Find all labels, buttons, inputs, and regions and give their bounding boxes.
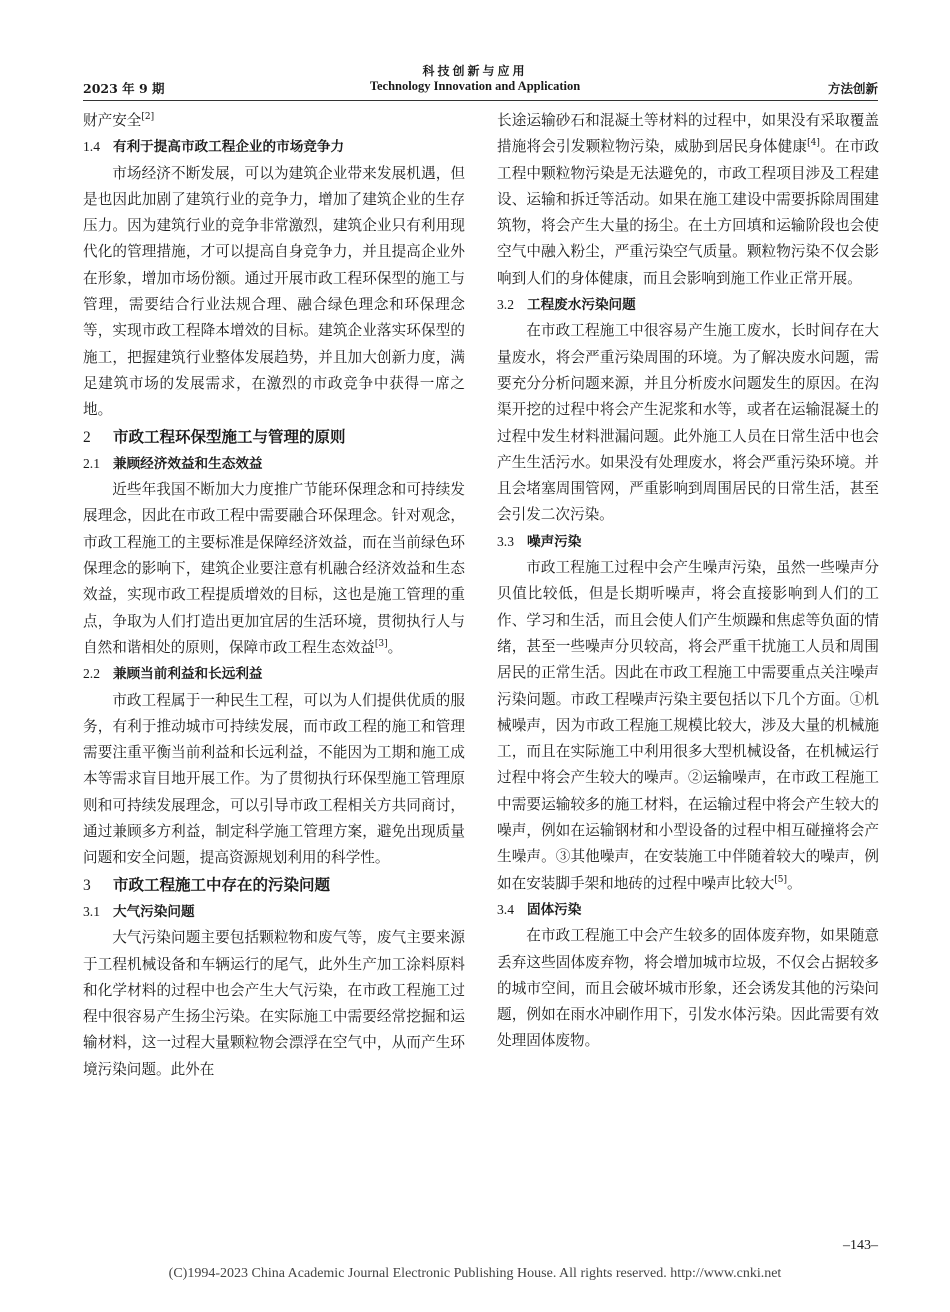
paragraph: 财产安全[2] xyxy=(83,112,155,129)
section-heading-3-2: 3.2 工程废水污染问题 xyxy=(497,297,636,314)
section-heading-2-2: 2.2 兼顾当前利益和长远利益 xyxy=(83,666,263,683)
paragraph: 大气污染问题主要包括颗粒物和废气等，废气主要来源于工程机械设备和车辆运行的尾气，此外生产加工涂料原料和化学材料的过程中也会产生大气污染，在市政工程施工过程中很容易产生扬尘污染。在实际施工中需要经常挖掘和运输材料，这一过程大量颗粒物会漂浮在空气中，从而产生环境污染问题。此外在 xyxy=(83,929,465,1078)
copyright-footer: (C)1994-2023 China Academic Journal Electronic Publishing House. All rights reserved. http://www.cnki.net xyxy=(168,1266,782,1281)
section-heading-1-4: 1.4 有利于提高市政工程企业的市场竞争力 xyxy=(83,139,345,156)
paragraph: 在市政工程施工中很容易产生施工废水，长时间存在大量废水，将会严重污染周围的环境。为了解决废水问题，需要充分分析问题来源，并且分析废水问题发生的原因。在沟渠开挖的过程中将会产生泥浆和水等，或者在运输混凝土的过程中发生材料泄漏问题。此外施工人员在日常生活中也会产生生活污水。如果没有处理废水，将会严重污染环境。并且会堵塞周围管网，严重影响到周围居民的日常生活，甚至会引发二次污染。 xyxy=(497,322,879,524)
section-heading-3-3: 3.3 噪声污染 xyxy=(497,533,582,550)
section-heading-3-1: 3.1 大气污染问题 xyxy=(83,903,195,920)
journal-english-title: Technology Innovation and Application xyxy=(369,79,581,93)
citation[interactable]: [3] xyxy=(374,639,388,650)
section-heading-3: 3 市政工程施工中存在的污染问题 xyxy=(83,875,331,894)
citation[interactable]: [5] xyxy=(774,874,788,885)
page-number: –143– xyxy=(843,1238,878,1253)
left-column xyxy=(83,108,465,1083)
section-heading-2-1: 2.1 兼顾经济效益和生态效益 xyxy=(83,455,263,472)
paragraph: 近些年我国不断加大力度推广节能环保理念和可持续发展理念，因此在市政工程中需要融合环保理念。针对观念，市政工程施工的主要标准是保障经济效益，而在当前绿色环保理念的影响下，建筑企业要注意有机融合经济效益和生态效益，实现市政工程提质增效的目标，这也是施工管理的重点，争取为人们打造出更加宜居的生活环境，贯彻执行人与自然和谐相处的原则，保障市政工程生态效益[3]。 xyxy=(83,481,465,656)
section-heading-3-4: 3.4 固体污染 xyxy=(497,901,582,918)
paragraph: 市政工程施工过程中会产生噪声污染，虽然一些噪声分贝值比较低，但是长期听噪声，将会直接影响到人们的工作、学习和生活，而且会使人们产生烦躁和焦虑等负面的情绪，甚至一些噪声分贝较高，将会严重干扰施工人员和周围居民的正常生活。因此在市政工程施工中需要重点关注噪声污染问题。市政工程噪声污染主要包括以下几个方面。①机械噪声，因为市政工程施工规模比较大，涉及大量的机械施工，而且在实际施工中利用很多大型机械设备，在机械运行过程中将会产生较大的噪声。②运输噪声，在市政工程施工中需要运输较多的施工材料，在运输过程中将会产生较大的噪声，例如在运输钢材和小型设备的过程中相互碰撞将会产生噪声。③其他噪声，在安装施工中伴随着较大的噪声，例如在安装脚手架和地砖的过程中噪声比较大[5]。 xyxy=(497,559,879,892)
paragraph: 在市政工程施工中会产生较多的固体废弃物，如果随意丢弃这些固体废弃物，将会增加城市垃圾，不仅会占据较多的城市空间，而且会破坏城市形象，还会诱发其他的污染问题，例如在雨水冲刷作用下，引发水体污染。因此需要有效处理固体废物。 xyxy=(497,927,879,1050)
header-rule xyxy=(83,100,878,101)
issue-label: 2023 年 9 期 xyxy=(83,81,165,96)
paragraph: 长途运输砂石和混凝土等材料的过程中，如果没有采取覆盖措施将会引发颗粒物污染，威胁到居民身体健康[4]。在市政工程中颗粒物污染是无法避免的，市政工程项目涉及工程建设、运输和拆迁等活动。如果在施工建设中需要拆除周围建筑物，将会产生大量的扬尘。在土方回填和运输阶段也会使空气中融入粉尘，严重污染空气质量。颗粒物污染不仅会影响到人们的身体健康，而且会影响到施工作业正常开展。 xyxy=(497,112,879,287)
right-column xyxy=(497,108,879,1055)
paragraph: 市场经济不断发展，可以为建筑企业带来发展机遇，但是也因此加剧了建筑行业的竞争力，增加了建筑企业的生存压力。因为建筑行业的竞争非常激烈，建筑企业只有利用现代化的管理措施，才可以提高自身竞争力，并且提高企业外在形象，增加市场份额。通过开展市政工程环保型的施工与管理，需要结合行业法规合理、融合绿色理念和环保理念等，实现市政工程降本增效的目标。建筑企业落实环保型的施工，把握建筑行业整体发展趋势，并且加大创新力度，满足建筑市场的发展需求，在激烈的市政竞争中获得一席之地。 xyxy=(83,164,465,419)
paragraph: 市政工程属于一种民生工程，可以为人们提供优质的服务，有利于推动城市可持续发展，而市政工程的施工和管理需要注重平衡当前利益和长远利益，不能因为工期和施工成本等需求盲目地开展工作。为了贯彻执行环保型施工管理原则和可持续发展理念，可以引导市政工程相关方共同商讨，通过兼顾多方利益，制定科学施工管理方案，避免出现质量问题和安全问题，提高资源规划利用的科学性。 xyxy=(83,691,465,867)
journal-chinese-title: 科技创新与应用 xyxy=(422,64,528,78)
citation[interactable]: [4] xyxy=(807,138,820,149)
citation[interactable]: [2] xyxy=(141,112,155,123)
column-label: 方法创新 xyxy=(827,81,878,96)
section-heading-2: 2 市政工程环保型施工与管理的原则 xyxy=(83,427,346,446)
